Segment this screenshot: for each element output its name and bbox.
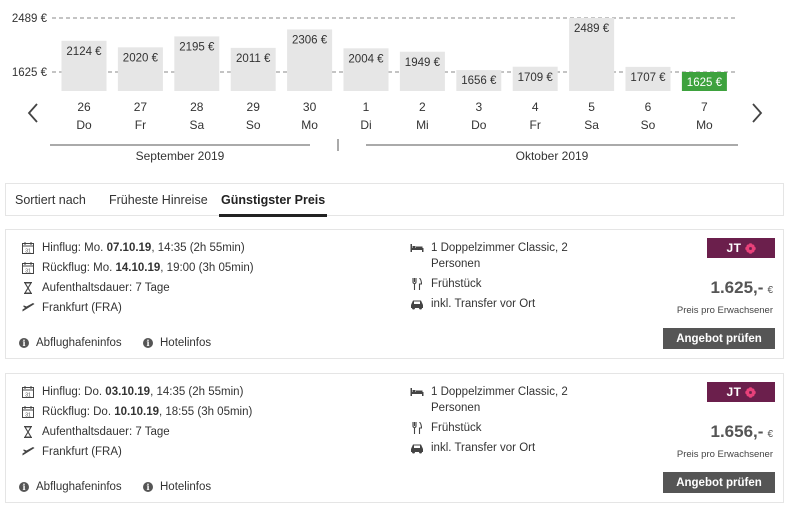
- return-prefix: Rückflug: Do.: [42, 406, 112, 418]
- bar-price-label: 2011 €: [236, 52, 271, 65]
- outbound-prefix: Hinflug: Mo.: [42, 242, 104, 254]
- outbound-prefix: Hinflug: Do.: [42, 386, 103, 398]
- board-info: [409, 277, 581, 292]
- bar-price-label: 2020 €: [122, 52, 158, 65]
- sort-option-cheapest-label: Günstigster Preis: [221, 193, 326, 207]
- room-info: [409, 385, 581, 416]
- board-info: [409, 421, 581, 436]
- return-flight: [20, 405, 252, 419]
- price-currency: €: [767, 285, 773, 296]
- calendar-icon: [20, 241, 36, 255]
- airport-text: Frankfurt (FRA): [42, 302, 122, 314]
- offer-card: [5, 373, 784, 503]
- plane-icon: [20, 301, 36, 315]
- offer-price: [711, 278, 774, 298]
- stay-text: Aufenthaltsdauer: 7 Tage: [42, 282, 170, 294]
- weekday-label: Mo: [301, 118, 318, 132]
- bar-price-label: 1709 €: [517, 71, 553, 84]
- hotel-info-label: Hotelinfos: [160, 481, 212, 493]
- bar-price-label: 1625 €: [686, 77, 722, 89]
- day-number: 1: [362, 100, 370, 114]
- stay-duration: [20, 425, 170, 439]
- outbound-flight: [20, 385, 243, 399]
- bar-price-label: 1656 €: [461, 75, 497, 88]
- offer-card: [5, 229, 784, 359]
- cutlery-icon: [409, 277, 425, 291]
- room-info: [409, 241, 581, 272]
- price-note: Preis pro Erwachsener: [676, 449, 773, 460]
- check-offer-button[interactable]: Angebot prüfen: [663, 328, 775, 349]
- price-note: Preis pro Erwachsener: [676, 305, 773, 316]
- transfer-text: inkl. Transfer vor Ort: [431, 298, 536, 310]
- return-time: , 19:00 (3h 05min): [160, 262, 254, 274]
- transfer-info: [409, 441, 581, 456]
- stay-duration: [20, 281, 170, 295]
- bar-price-label: 2124 €: [66, 45, 102, 58]
- calendar-icon: [20, 261, 36, 275]
- plane-icon: [20, 445, 36, 459]
- month-label: September 2019: [135, 149, 225, 163]
- return-date: 14.10.19: [115, 262, 161, 274]
- day-number: 3: [475, 100, 483, 114]
- bar-price-label: 2195 €: [179, 41, 215, 54]
- stay-text: Aufenthaltsdauer: 7 Tage: [42, 426, 170, 438]
- price-amount: 1.625,-: [710, 278, 764, 297]
- outbound-date: 07.10.19: [106, 242, 152, 254]
- hourglass-icon: [20, 425, 36, 439]
- sort-bar: [5, 183, 784, 216]
- info-icon: i: [19, 482, 29, 492]
- hourglass-icon: [20, 281, 36, 295]
- day-number: 30: [302, 100, 317, 114]
- day-number: 5: [588, 100, 595, 114]
- weekday-label: Sa: [584, 118, 599, 132]
- day-number: 27: [133, 100, 148, 114]
- flower-icon: [745, 387, 756, 398]
- bar-price-label: 2489 €: [574, 23, 610, 35]
- bar-price-label: 1707 €: [630, 71, 666, 84]
- outbound-time: , 14:35 (2h 55min): [150, 386, 244, 398]
- weekday-label: Mi: [416, 118, 429, 132]
- svg-text:31: 31: [25, 392, 31, 398]
- info-icon: i: [19, 338, 29, 348]
- weekday-label: So: [245, 118, 261, 132]
- return-time: , 18:55 (3h 05min): [159, 406, 253, 418]
- hotel-info-link[interactable]: [143, 481, 211, 493]
- calendar-icon: [20, 385, 36, 399]
- bar-price-label: 1949 €: [404, 56, 440, 69]
- day-number: 26: [77, 100, 91, 114]
- sort-option-earliest[interactable]: Früheste Hinreise: [109, 193, 208, 207]
- weekday-label: Sa: [189, 118, 205, 132]
- airline-code: JT: [726, 241, 742, 255]
- price-currency: €: [767, 429, 773, 440]
- departure-airport: [20, 301, 122, 315]
- price-calendar: [0, 0, 790, 175]
- day-number: 6: [644, 100, 652, 114]
- room-text: 1 Doppelzimmer Classic, 2 Personen: [431, 242, 568, 270]
- airport-text: Frankfurt (FRA): [42, 446, 122, 458]
- price-chart: [0, 0, 790, 175]
- sort-option-cheapest[interactable]: [221, 193, 325, 207]
- day-number: 2: [419, 100, 426, 114]
- flower-icon: [745, 243, 756, 254]
- departure-airport: [20, 445, 122, 459]
- bed-icon: [409, 385, 425, 399]
- airline-code: JT: [726, 385, 742, 399]
- svg-text:31: 31: [25, 248, 31, 254]
- airport-info-label: Abflughafeninfos: [36, 337, 122, 349]
- day-number: 29: [246, 100, 260, 114]
- airline-logo: [707, 382, 775, 402]
- info-icon: i: [143, 338, 153, 348]
- weekday-label: Fr: [529, 118, 541, 132]
- next-dates-button[interactable]: [745, 100, 769, 126]
- airport-info-link[interactable]: [19, 481, 122, 493]
- bar-price-label: 2004 €: [348, 53, 384, 66]
- airport-info-label: Abflughafeninfos: [36, 481, 122, 493]
- bar-price-label: 2306 €: [292, 34, 328, 47]
- bed-icon: [409, 241, 425, 255]
- calendar-icon: [20, 405, 36, 419]
- info-icon: i: [143, 482, 153, 492]
- active-sort-indicator: [219, 214, 327, 217]
- airline-logo: [707, 238, 775, 258]
- hotel-info-link[interactable]: [143, 337, 211, 349]
- reference-label: 1625 €: [11, 67, 47, 79]
- weekday-label: Di: [360, 118, 372, 132]
- hotel-info-label: Hotelinfos: [160, 337, 212, 349]
- weekday-label: Mo: [696, 118, 713, 132]
- check-offer-button[interactable]: Angebot prüfen: [663, 472, 775, 493]
- room-text: 1 Doppelzimmer Classic, 2 Personen: [431, 386, 568, 414]
- sort-label: Sortiert nach: [15, 193, 86, 207]
- car-icon: [409, 297, 425, 311]
- day-number: 7: [701, 100, 708, 114]
- return-flight: [20, 261, 254, 275]
- airport-info-link[interactable]: [19, 337, 122, 349]
- return-prefix: Rückflug: Mo.: [42, 262, 113, 274]
- cutlery-icon: [409, 421, 425, 435]
- day-number: 4: [531, 100, 539, 114]
- outbound-flight: [20, 241, 245, 255]
- board-text: Frühstück: [431, 422, 482, 434]
- outbound-date: 03.10.19: [105, 386, 151, 398]
- outbound-time: , 14:35 (2h 55min): [151, 242, 245, 254]
- price-amount: 1.656,-: [710, 422, 764, 441]
- weekday-label: So: [640, 118, 656, 132]
- chevron-left-icon: [22, 100, 46, 126]
- chevron-right-icon: [745, 100, 769, 126]
- transfer-info: [409, 297, 581, 312]
- weekday-label: Fr: [134, 118, 147, 132]
- day-number: 28: [190, 100, 204, 114]
- svg-text:31: 31: [25, 268, 31, 274]
- weekday-label: Do: [471, 118, 487, 132]
- reference-label: 2489 €: [11, 13, 47, 25]
- offer-price: [711, 422, 774, 442]
- transfer-text: inkl. Transfer vor Ort: [431, 442, 536, 454]
- board-text: Frühstück: [431, 278, 482, 290]
- weekday-label: Do: [76, 118, 92, 132]
- month-label: Oktober 2019: [515, 149, 589, 163]
- svg-text:31: 31: [25, 412, 31, 418]
- car-icon: [409, 441, 425, 455]
- return-date: 10.10.19: [114, 406, 159, 418]
- prev-dates-button[interactable]: [22, 100, 46, 126]
